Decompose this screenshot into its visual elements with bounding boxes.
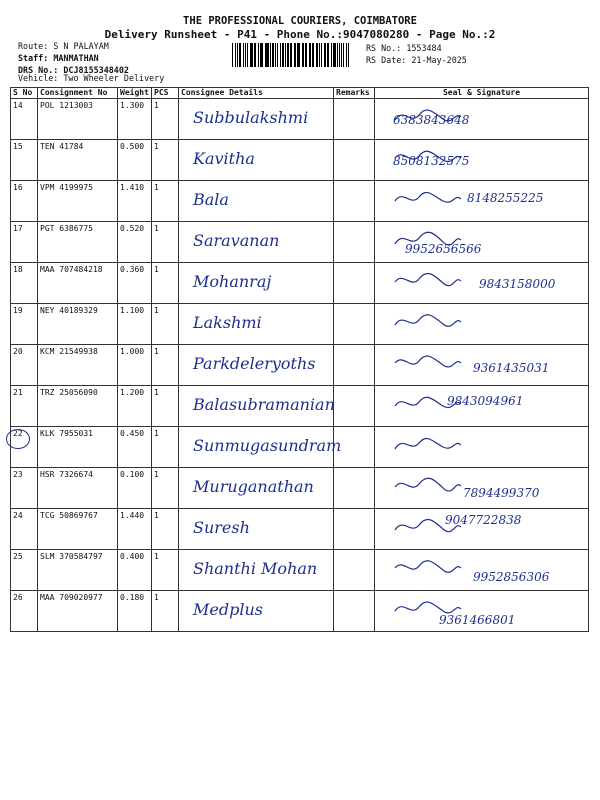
barcode-bar [250,43,251,67]
row-weight: 1.200 [118,386,152,427]
vehicle-value: Two Wheeler Delivery [63,73,165,83]
row-sno: 25 [11,550,38,591]
row-pcs: 1 [152,140,179,181]
vehicle-line: Vehicle: Two Wheeler Delivery [18,73,165,83]
barcode-bar [341,43,342,67]
barcode-bar [328,43,329,67]
row-signature-cell [375,386,589,427]
row-consignment-no: SLM 370584797 [38,550,118,591]
row-pcs: 1 [152,509,179,550]
row-consignment-no: KLK 7955031 [38,427,118,468]
barcode-bar [265,43,266,67]
drs-line: DRS No.: DCJ8155348402 [18,65,129,75]
row-consignee-cell [179,99,334,140]
rs-no-line: RS No.: 1553484 [366,43,442,53]
table-row [11,263,589,304]
row-signature-cell [375,222,589,263]
row-weight: 0.500 [118,140,152,181]
row-consignee-handwriting: Mohanraj [193,272,272,291]
row-sno: 15 [11,140,38,181]
row-consignment-no: TRZ 25056090 [38,386,118,427]
row-consignee-handwriting: Shanthi Mohan [193,559,318,578]
barcode-bar [266,43,268,67]
row-sno: 20 [11,345,38,386]
barcode-bar [260,43,261,67]
barcode-bar [235,43,236,67]
row-weight: 0.520 [118,222,152,263]
table-row [11,509,589,550]
row-weight: 0.400 [118,550,152,591]
row-signature-cell [375,550,589,591]
signature-scribble [393,474,463,496]
row-pcs: 1 [152,263,179,304]
row-signature-cell [375,181,589,222]
barcode-bar [348,43,349,67]
barcode-bar [333,43,335,67]
row-signature-cell [375,99,589,140]
row-consignee-handwriting: Sunmugasundram [193,436,342,455]
row-weight: 1.440 [118,509,152,550]
barcode-bar [247,43,248,67]
row-pcs: 1 [152,345,179,386]
row-consignee-handwriting: Medplus [193,600,263,619]
row-consignment-no: PGT 6386775 [38,222,118,263]
barcode-bar [232,43,233,67]
table-row [11,345,589,386]
row-sno: 14 [11,99,38,140]
barcode-bar [346,43,347,67]
row-pcs: 1 [152,304,179,345]
barcode-bar [258,43,259,67]
rs-no-value: 1553484 [406,43,442,53]
row-phone-handwriting: 9843158000 [479,277,556,291]
col-header-sno: S No [11,88,38,99]
barcode-bar [245,43,246,67]
barcode-bar [327,43,328,67]
row-phone-handwriting: 9361466801 [439,613,516,627]
row-consignment-no: POL 1213003 [38,99,118,140]
barcode-bar [305,43,306,67]
route-value: S N PALAYAM [53,41,109,51]
barcode-bar [306,43,307,67]
row-pcs: 1 [152,222,179,263]
row-consignee-cell [179,304,334,345]
table-row [11,550,589,591]
row-weight: 1.300 [118,99,152,140]
row-signature-cell [375,304,589,345]
row-consignee-cell [179,509,334,550]
row-consignee-handwriting: Bala [193,190,229,209]
table-row [11,427,589,468]
row-phone-handwriting: 9843094961 [447,394,524,408]
barcode-bar [294,43,295,67]
row-remarks [334,140,375,181]
barcode-bar [324,43,325,67]
row-remarks [334,181,375,222]
barcode-bar [319,43,320,67]
staff-line: Staff: MANMATHAN [18,53,99,63]
row-weight: 1.000 [118,345,152,386]
row-weight: 1.410 [118,181,152,222]
signature-scribble [393,269,463,291]
col-header-seal: Seal & Signature [375,88,589,99]
row-phone-handwriting: 7894499370 [463,486,540,500]
runsheet-table [10,87,589,632]
row-consignee-handwriting: Kavitha [193,149,255,168]
table-row [11,591,589,632]
row-consignment-no: MAA 709020977 [38,591,118,632]
row-phone-handwriting: 9047722838 [445,513,522,527]
row-sno: 17 [11,222,38,263]
row-pcs: 1 [152,181,179,222]
row-sno: 24 [11,509,38,550]
drs-value: DCJ8155348402 [63,65,129,75]
row-consignee-handwriting: Lakshmi [193,313,262,332]
col-header-pcs: PCS [152,88,179,99]
barcode-bar [339,43,340,67]
row-consignee-handwriting: Suresh [193,518,250,537]
barcode-bar [309,43,310,67]
col-header-remarks: Remarks [334,88,375,99]
row-sno: 18 [11,263,38,304]
signature-scribble [393,351,463,373]
barcode-bar [337,43,338,67]
table-row [11,222,589,263]
row-phone-handwriting: 8508132575 [393,154,470,168]
row-signature-cell [375,509,589,550]
row-consignee-cell [179,468,334,509]
row-pcs: 1 [152,591,179,632]
table-row [11,140,589,181]
barcode-bar [298,43,300,67]
rs-date-line: RS Date: 21-May-2025 [366,55,467,65]
row-remarks [334,550,375,591]
row-sno: 22 [11,427,38,468]
row-weight: 0.450 [118,427,152,468]
row-signature-cell [375,345,589,386]
row-remarks [334,99,375,140]
row-consignee-cell [179,427,342,468]
row-consignee-cell [179,222,334,263]
row-weight: 0.360 [118,263,152,304]
row-consignee-cell [179,345,334,386]
barcode-bar [277,43,278,67]
row-consignee-handwriting: Balasubramanian [193,395,335,414]
barcode-bar [239,43,241,67]
barcode-bar [280,43,281,67]
row-pcs: 1 [152,427,179,468]
row-phone-handwriting: 8148255225 [467,191,544,205]
row-remarks [334,263,375,304]
row-weight: 1.100 [118,304,152,345]
row-consignment-no: TCG 50869767 [38,509,118,550]
row-consignee-cell [179,591,334,632]
company-title: THE PROFESSIONAL COURIERS, COIMBATORE [183,15,417,27]
row-signature-cell [375,468,589,509]
barcode-bar [302,43,303,67]
barcode-bar [290,43,291,67]
row-consignment-no: KCM 21549938 [38,345,118,386]
barcode-bar [291,43,292,67]
signature-scribble [393,433,463,455]
table-row [11,181,589,222]
row-remarks [334,591,375,632]
col-header-consignment: Consignment No [38,88,118,99]
col-header-consignee: Consignee Details [179,88,334,99]
row-pcs: 1 [152,550,179,591]
row-sno: 21 [11,386,38,427]
barcode-bar [275,43,276,67]
right-meta [366,42,467,66]
barcode-bar [313,43,314,67]
barcode-bar [285,43,286,67]
row-remarks [334,304,375,345]
row-remarks [334,386,375,427]
table-row [11,304,589,345]
row-consignment-no: TEN 41784 [38,140,118,181]
row-consignment-no: HSR 7326674 [38,468,118,509]
row-consignee-handwriting: Parkdeleryoths [193,354,316,373]
row-signature-cell [375,591,589,632]
route-line: Route: S N PALAYAM [18,41,109,51]
barcode [232,43,350,67]
row-phone-handwriting: 9952656566 [405,242,482,256]
table-row [11,468,589,509]
row-consignment-no: NEY 40189329 [38,304,118,345]
barcode-bar [272,43,273,67]
row-consignee-cell [179,550,334,591]
row-consignment-no: VPM 4199975 [38,181,118,222]
row-consignee-cell [179,386,334,427]
row-consignee-handwriting: Muruganathan [193,477,314,496]
barcode-bar [312,43,313,67]
barcode-bar [237,43,238,67]
row-consignee-handwriting: Subbulakshmi [193,108,309,127]
row-phone-handwriting: 6383843648 [393,113,470,127]
barcode-bar [287,43,288,67]
row-signature-cell [375,140,589,181]
barcode-bar [343,43,344,67]
row-sno: 16 [11,181,38,222]
row-consignee-cell [179,263,334,304]
table-header-row [11,88,589,99]
row-phone-handwriting: 9952856306 [473,570,550,584]
row-weight: 0.100 [118,468,152,509]
barcode-bar [270,43,271,67]
row-sno: 26 [11,591,38,632]
row-consignee-handwriting: Saravanan [193,231,280,250]
barcode-bar [254,43,256,67]
row-remarks [334,468,375,509]
row-sno: 19 [11,304,38,345]
left-meta [18,40,129,76]
row-sno: 23 [11,468,38,509]
row-weight: 0.180 [118,591,152,632]
row-pcs: 1 [152,386,179,427]
row-consignee-cell [179,181,334,222]
table-row [11,99,589,140]
col-header-weight: Weight [118,88,152,99]
barcode-bar [321,43,322,67]
row-consignment-no: MAA 707484218 [38,263,118,304]
signature-scribble [393,556,463,578]
row-remarks [334,345,375,386]
handwritten-circle-mark [6,429,30,449]
barcode-bar [261,43,262,67]
row-remarks [334,509,375,550]
row-remarks [334,222,375,263]
signature-scribble [393,310,463,332]
barcode-bar [243,43,244,67]
row-pcs: 1 [152,99,179,140]
barcode-bar [316,43,318,67]
signature-scribble [393,187,463,209]
row-signature-cell [375,263,589,304]
row-signature-cell [375,427,589,468]
barcode-bar [331,43,332,67]
barcode-bar [282,43,284,67]
barcode-bar [251,43,252,67]
table-row [11,386,589,427]
row-pcs: 1 [152,468,179,509]
row-consignee-cell [179,140,334,181]
barcode-bar [297,43,298,67]
rs-date-value: 21-May-2025 [411,55,467,65]
row-phone-handwriting: 9361435031 [473,361,550,375]
staff-value: MANMATHAN [53,53,99,63]
runsheet-subtitle: Delivery Runsheet - P41 - Phone No.:9047080280 - Page No.:2 [104,28,496,41]
